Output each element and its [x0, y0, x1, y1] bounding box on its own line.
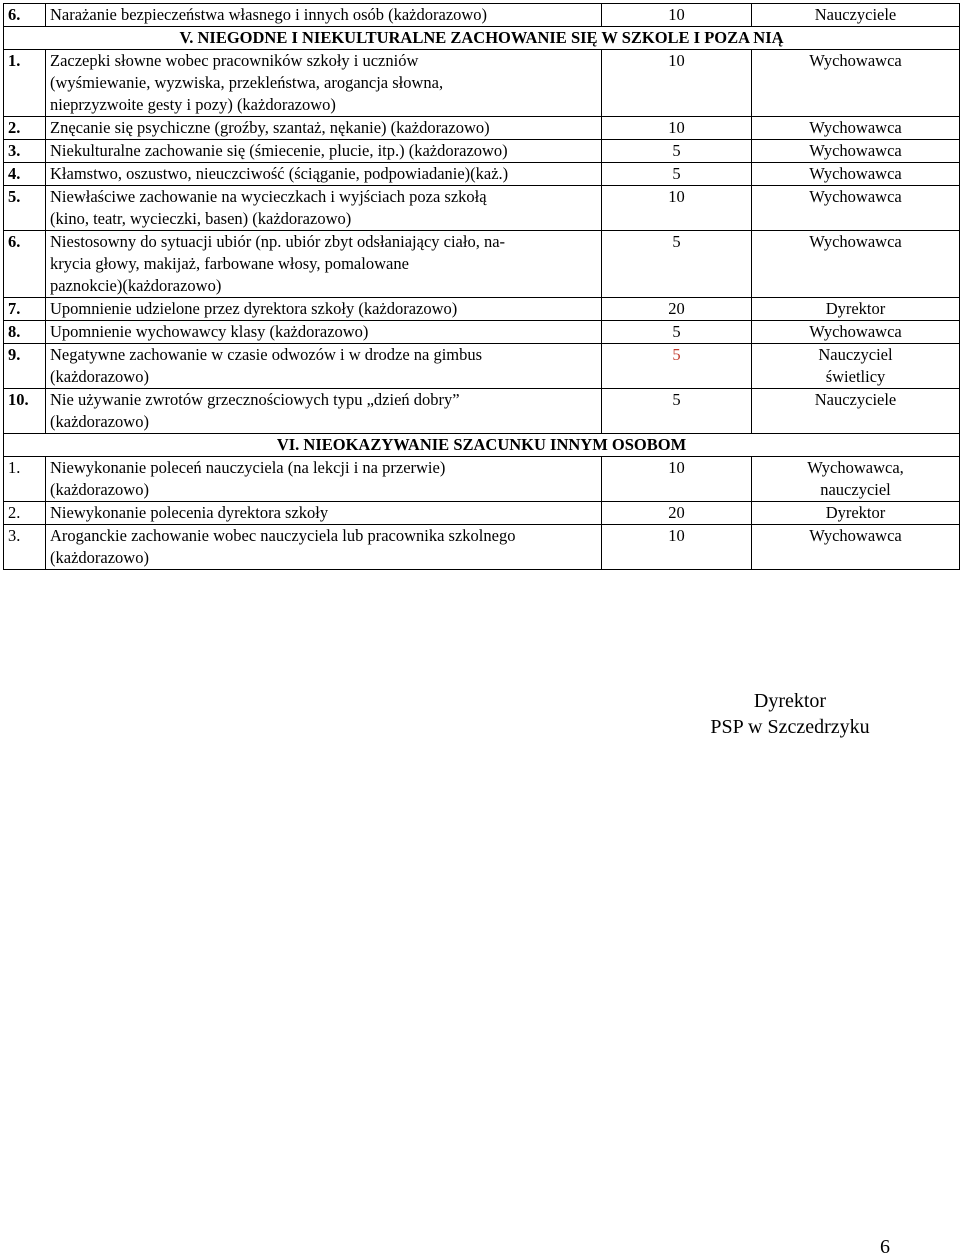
row-number: 6.	[4, 4, 46, 27]
table-row	[4, 321, 960, 344]
row-points: 20	[602, 298, 752, 321]
signature-institution: PSP w Szczedrzyku	[710, 716, 870, 738]
row-description	[46, 389, 602, 434]
row-number: 3.	[4, 140, 46, 163]
row-responsible: Wychowawca	[752, 186, 960, 231]
row-points: 10	[602, 4, 752, 27]
description-line: Niewykonanie poleceń nauczyciela (na lekcji i na przerwie)	[50, 458, 446, 477]
row-number: 8.	[4, 321, 46, 344]
row-responsible: Nauczyciele	[752, 389, 960, 434]
row-number: 10.	[4, 389, 46, 434]
section-5-title: V. NIEGODNE I NIEKULTURALNE ZACHOWANIE SIĘ W SZKOLE I POZA NIĄ	[4, 27, 960, 50]
table-row	[4, 231, 960, 298]
description-line: nieprzyzwoite gesty i pozy) (każdorazowo)	[50, 95, 336, 114]
row-points: 10	[602, 457, 752, 502]
row-points: 5	[602, 389, 752, 434]
row-number: 1.	[4, 50, 46, 117]
row-description: Niekulturalne zachowanie się (śmiecenie, plucie, itp.) (każdorazowo)	[46, 140, 602, 163]
signature-title: Dyrektor	[753, 690, 827, 712]
row-points: 10	[602, 186, 752, 231]
table-row	[4, 502, 960, 525]
table-row	[4, 140, 960, 163]
table-row	[4, 186, 960, 231]
table-row	[4, 344, 960, 389]
table-row	[4, 389, 960, 434]
row-points: 5	[602, 163, 752, 186]
description-line: (każdorazowo)	[50, 367, 149, 386]
row-responsible: Wychowawca	[752, 140, 960, 163]
row-description	[46, 186, 602, 231]
description-line: (kino, teatr, wycieczki, basen) (każdorazowo)	[50, 209, 352, 228]
description-line: Niewłaściwe zachowanie na wycieczkach i wyjściach poza szkołą	[50, 187, 487, 206]
row-number: 3.	[4, 525, 46, 570]
row-points: 10	[602, 117, 752, 140]
row-responsible: Nauczyciele	[752, 4, 960, 27]
row-number: 6.	[4, 231, 46, 298]
row-description: Kłamstwo, oszustwo, nieuczciwość (ściąganie, podpowiadanie)(każ.)	[46, 163, 602, 186]
description-line: (każdorazowo)	[50, 548, 149, 567]
row-number: 4.	[4, 163, 46, 186]
description-line: (każdorazowo)	[50, 480, 149, 499]
row-responsible: Dyrektor	[752, 298, 960, 321]
row-number: 1.	[4, 457, 46, 502]
row-number: 2.	[4, 117, 46, 140]
row-responsible: Wychowawca	[752, 525, 960, 570]
description-line: Zaczepki słowne wobec pracowników szkoły i uczniów	[50, 51, 419, 70]
description-line: krycia głowy, makijaż, farbowane włosy, pomalowane	[50, 254, 409, 273]
responsible-line: Nauczyciel	[818, 345, 893, 364]
row-description: Narażanie bezpieczeństwa własnego i innych osób (każdorazowo)	[46, 4, 602, 27]
row-description	[46, 457, 602, 502]
row-number: 9.	[4, 344, 46, 389]
row-description	[46, 525, 602, 570]
responsible-line: świetlicy	[825, 367, 886, 386]
description-line: paznokcie)(każdorazowo)	[50, 276, 222, 295]
row-responsible: Wychowawca	[752, 117, 960, 140]
description-line: Niestosowny do sytuacji ubiór (np. ubiór zbyt odsłaniający ciało, na-	[50, 232, 506, 251]
row-description: Znęcanie się psychiczne (groźby, szantaż, nękanie) (każdorazowo)	[46, 117, 602, 140]
description-line: Nie używanie zwrotów grzecznościowych typu „dzień dobry”	[50, 390, 460, 409]
row-responsible: Wychowawca	[752, 231, 960, 298]
table-row	[4, 298, 960, 321]
description-line: Aroganckie zachowanie wobec nauczyciela lub pracownika szkolnego	[50, 526, 516, 545]
row-responsible: Wychowawca	[752, 50, 960, 117]
row-description	[46, 50, 602, 117]
row-number: 2.	[4, 502, 46, 525]
row-number: 5.	[4, 186, 46, 231]
section-6-title: VI. NIEOKAZYWANIE SZACUNKU INNYM OSOBOM	[4, 434, 960, 457]
row-description	[46, 344, 602, 389]
responsible-line: nauczyciel	[820, 480, 891, 499]
row-description: Upomnienie udzielone przez dyrektora szkoły (każdorazowo)	[46, 298, 602, 321]
section-header-row	[4, 434, 960, 457]
page-number: 6	[880, 1236, 890, 1258]
rules-table	[3, 3, 960, 570]
row-responsible: Wychowawca	[752, 321, 960, 344]
responsible-line: Wychowawca,	[807, 458, 904, 477]
row-description	[46, 231, 602, 298]
row-points: 10	[602, 50, 752, 117]
table-row	[4, 117, 960, 140]
row-points: 5	[602, 231, 752, 298]
description-line: (wyśmiewanie, wyzwiska, przekleństwa, arogancja słowna,	[50, 73, 444, 92]
row-responsible	[752, 457, 960, 502]
row-points: 10	[602, 525, 752, 570]
row-points: 5	[602, 344, 752, 389]
description-line: (każdorazowo)	[50, 412, 149, 431]
row-responsible	[752, 344, 960, 389]
table-row	[4, 50, 960, 117]
table-row	[4, 4, 960, 27]
row-responsible: Dyrektor	[752, 502, 960, 525]
row-description: Upomnienie wychowawcy klasy (każdorazowo)	[46, 321, 602, 344]
description-line: Negatywne zachowanie w czasie odwozów i w drodze na gimbus	[50, 345, 483, 364]
row-points: 5	[602, 140, 752, 163]
row-responsible: Wychowawca	[752, 163, 960, 186]
table-row	[4, 525, 960, 570]
row-number: 7.	[4, 298, 46, 321]
table-row	[4, 163, 960, 186]
row-description: Niewykonanie polecenia dyrektora szkoły	[46, 502, 602, 525]
row-points: 20	[602, 502, 752, 525]
section-header-row	[4, 27, 960, 50]
table-row	[4, 457, 960, 502]
row-points: 5	[602, 321, 752, 344]
